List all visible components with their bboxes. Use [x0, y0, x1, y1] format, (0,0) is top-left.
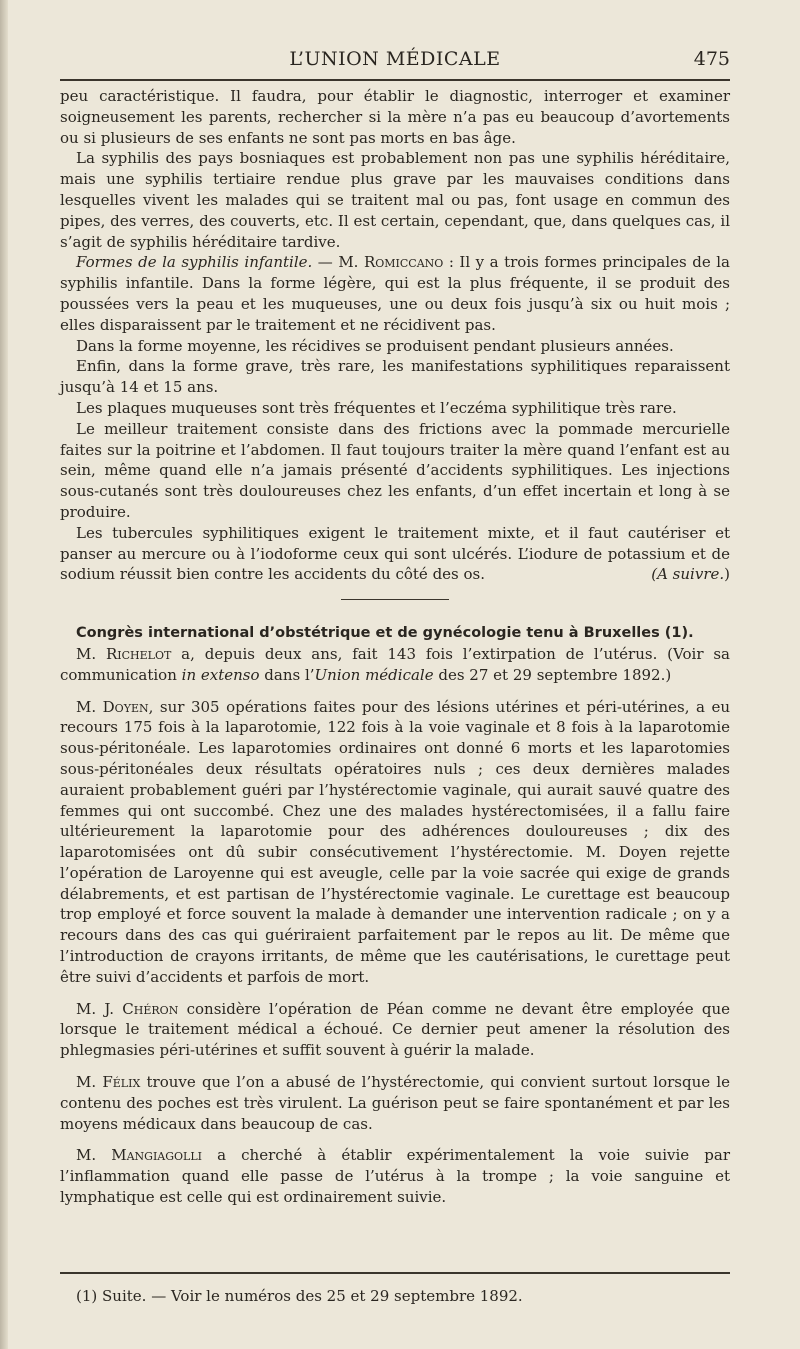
footnote-rule — [60, 1272, 730, 1274]
running-head — [60, 44, 730, 74]
page-number: 475 — [693, 48, 730, 70]
paragraph: M. Mangiagolli a cherché à établir expérimentalement la voie suivie par l’inflammation quand elle passe de l’utérus à la trompe ; la voie sanguine et lymphatique est celle qui est ordinairement suivie. — [60, 1146, 730, 1207]
paragraph: Dans la forme moyenne, les récidives se produisent pendant plusieurs années. — [76, 336, 674, 355]
paragraph: peu caractéristique. Il faudra, pour établir le diagnostic, interroger et examiner soigneusement les parents, rechercher si la mère n’a pas eu beaucoup d’avortements ou si plusieurs de ses enfants ne sont pas morts en bas âge. — [60, 87, 730, 147]
paragraph: Les plaques muqueuses sont très fréquentes et l’eczéma syphilitique très rare. — [76, 398, 677, 417]
author-name: Romiccano — [363, 253, 444, 272]
author-name: Chéron — [122, 999, 179, 1018]
paragraph: M. Doyen, sur 305 opérations faites pour des lésions utérines et péri-utérines, a eu recours 175 fois à la laparotomie, 122 fois à la voie vaginale et 8 fois à la laparotomie sous-péritonéale. Les laparotomies ordinaires ont donné 6 morts et les laparotomies sous-péritonéales deux résultats opératoires nuls ; ces deux dernières malades auraient probablement guéri par l’hystérectomie vaginale, qui aurait sauvé quatre des femmes qui ont succombé. Chez une des malades hystérectomisées, il a fallu faire ultérieurement la laparotomie pour des adhérences douloureuses ; dix des laparotomisées ont dû subir consécutivement l’hystérectomie. M. Doyen rejette l’opération de Laroyenne qui est aveugle, celle par la voie sacrée qui exige de grands délabrements, et est partisan de l’hystérectomie vaginale. Le curettage est beaucoup trop employé et force souvent la malade à demander une intervention radicale ; on y a recours dans des cas qui guériraient parfaitement par le repos au lit. De même que l’introduction de crayons irritants, de même que les cautérisations, le curettage peut être suivi d’accidents et parfois de mort. — [60, 697, 730, 986]
author-name: Richelot — [105, 644, 172, 663]
footnote: (1) Suite. — Voir le numéros des 25 et 29 septembre 1892. — [76, 1287, 523, 1305]
author-name: Mangiagolli — [111, 1146, 202, 1165]
paragraph: Le meilleur traitement consiste dans des frictions avec la pommade mercurielle faites sur la poitrine et l’abdomen. Il faut toujours traiter la mère quand l’enfant est au sein, même quand elle n’a jamais présenté d’accidents syphilitiques. Les injections sous-cutanés sont très douloureuses chez les enfants, d’un effet incertain et long à se produire. — [60, 419, 730, 521]
to-be-continued: (A suivre. — [651, 565, 725, 584]
header-rule — [60, 79, 730, 81]
paragraph: M. J. Chéron considère l’opération de Péan comme ne devant être employée que lorsque le traitement médical a échoué. Ce dernier peut amener la résolution des phlegmasies péri-utérines et suffit souvent à guérir la malade. — [60, 999, 730, 1060]
paragraph: Enfin, dans la forme grave, très rare, les manifestations syphilitiques reparaissent jusqu’à 14 et 15 ans. — [60, 357, 730, 397]
section-heading: Congrès international d’obstétrique et de gynécologie tenu à Bruxelles (1). — [76, 625, 694, 642]
subheading: Formes de la syphilis infantile. — [76, 253, 313, 272]
section-divider — [341, 599, 449, 600]
paragraph: Les tubercules syphilitiques exigent le traitement mixte, et il faut cautériser et panser au mercure ou à l’iodoforme ceux qui sont ulcérés. L’iodure de potassium et de sodium réussit bien contre les accidents du côté des os. (A suivre.) — [60, 523, 730, 584]
author-name: Félix — [102, 1073, 141, 1092]
journal-title: L’UNION MÉDICALE — [289, 48, 501, 70]
paragraph: M. Richelot a, depuis deux ans, fait 143 fois l’extirpation de l’utérus. (Voir sa communication in extenso dans l’Union médicale des 27 et 29 septembre 1892.) — [60, 644, 730, 684]
author-name: Doyen — [102, 697, 149, 716]
paragraph: La syphilis des pays bosniaques est probablement non pas une syphilis héréditaire, mais une syphilis tertiaire rendue plus grave par les mauvaises conditions dans lesquelles vivent les malades qui se traitent mal ou pas, font usage en commun des pipes, des verres, des couverts, etc. Il est certain, cependant, que, dans quelques cas, il s’agit de syphilis héréditaire tardive. — [60, 149, 730, 251]
paragraph: M. Félix trouve que l’on a abusé de l’hystérectomie, qui convient surtout lorsque le contenu des poches est très virulent. La guérison peut se faire spontanément et par les moyens médicaux dans beaucoup de cas. — [60, 1073, 730, 1133]
paragraph: Formes de la syphilis infantile. — M. Romiccano : Il y a trois formes principales de la syphilis infantile. Dans la forme légère, qui est la plus fréquente, il se produit des poussées vers la peau et les muqueuses, une ou deux fois jusqu’à six ou huit mois ; elles disparaissent par le traitement et ne récidivent pas. — [60, 253, 730, 334]
binding-shadow — [0, 0, 8, 1349]
article-body — [60, 86, 730, 1208]
